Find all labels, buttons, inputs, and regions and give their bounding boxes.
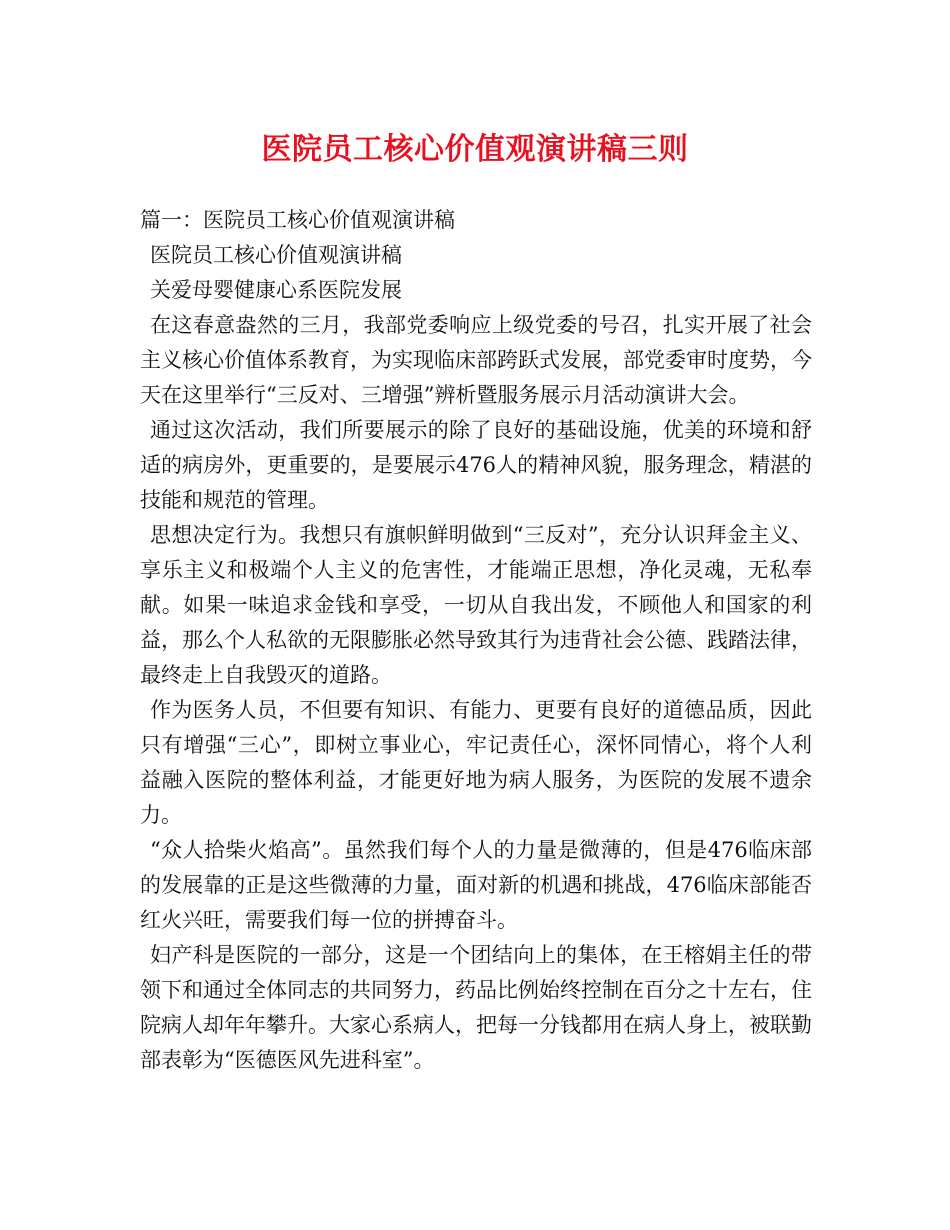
paragraph-5: “众人拾柴火焰高”。虽然我们每个人的力量是微薄的，但是476临床部的发展靠的正是这些微薄的力量，面对新的机遇和挑战，476临床部能否红火兴旺，需要我们每一位的拼搏奋斗。: [140, 838, 812, 932]
paragraph-4: 作为医务人员，不但要有知识、有能力、更要有良好的道德品质，因此只有增强“三心”，即树立事业心，牢记责任心，深怀同情心，将个人利益融入医院的整体利益，才能更好地为病人服务，为医院的发展不遗余力。: [140, 698, 812, 827]
paragraph-2: 通过这次活动，我们所要展示的除了良好的基础设施，优美的环境和舒适的病房外，更重要的，是要展示476人的精神风貌，服务理念，精湛的技能和规范的管理。: [140, 418, 812, 512]
paragraph-3: 思想决定行为。我想只有旗帜鲜明做到“三反对”，充分认识拜金主义、享乐主义和极端个人主义的危害性，才能端正思想，净化灵魂，无私奉献。如果一味追求金钱和享受，一切从自我出发，不顾他人和国家的利益，那么个人私欲的无限膨胀必然导致其行为违背社会公德、践踏法律，最终走上自我毁灭的道路。: [140, 523, 812, 687]
paragraph-1: 在这春意盎然的三月，我部党委响应上级党委的号召，扎实开展了社会主义核心价值体系教育，为实现临床部跨跃式发展，部党委审时度势，今天在这里举行“三反对、三增强”辨析暨服务展示月活动演讲大会。: [140, 313, 812, 407]
document-body: [140, 203, 812, 1078]
speech-subtitle: 医院员工核心价值观演讲稿: [150, 243, 402, 267]
section-heading: 篇一：医院员工核心价值观演讲稿: [140, 208, 455, 232]
speech-theme: 关爱母婴健康心系医院发展: [150, 278, 402, 302]
document-title: 医院员工核心价值观演讲稿三则: [261, 132, 689, 167]
paragraph-6: 妇产科是医院的一部分，这是一个团结向上的集体，在王榕娟主任的带领下和通过全体同志的共同努力，药品比例始终控制在百分之十左右，住院病人却年年攀升。大家心系病人，把每一分钱都用在病人身上，被联勤部表彰为“医德医风先进科室”。: [140, 943, 812, 1072]
